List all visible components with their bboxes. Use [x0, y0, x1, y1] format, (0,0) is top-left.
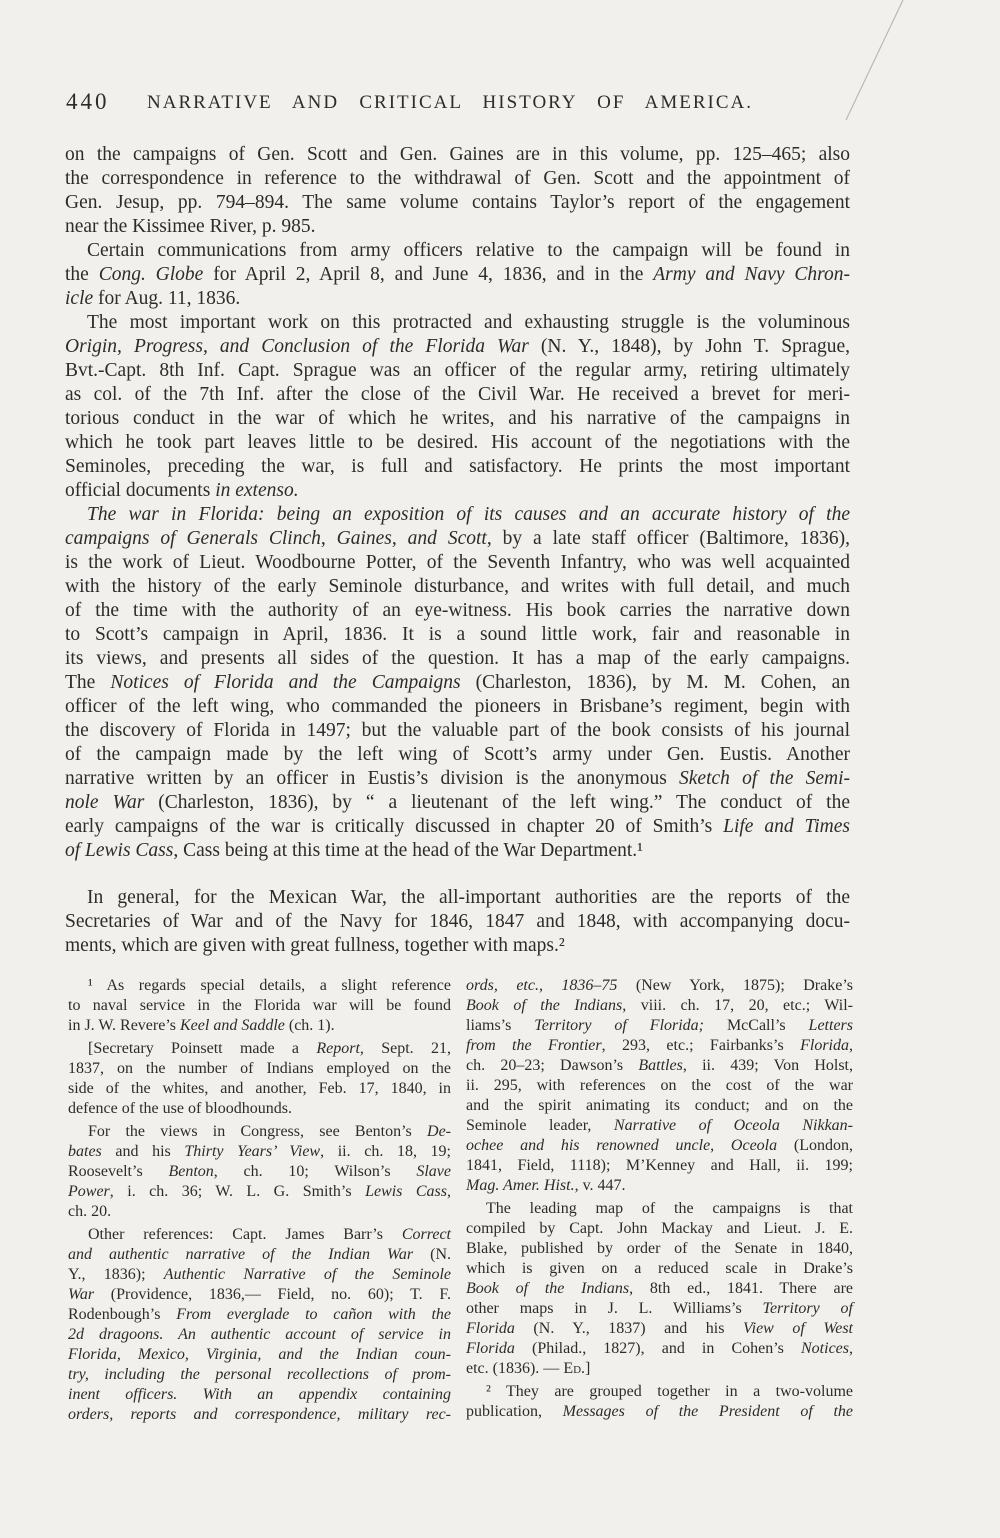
text-run: , viii. ch. 17, 20, etc.; Wil-	[622, 997, 854, 1014]
text-line	[65, 886, 850, 910]
text-run: the correspondence in reference to the withdrawal of Gen. Scott and the appointment of	[65, 168, 850, 189]
italic-text: War	[68, 1286, 95, 1303]
text-run: , 8th ed., 1841. There are	[629, 1280, 854, 1297]
italic-text: 2d dragoons. An authentic account of service in	[68, 1326, 451, 1343]
text-run: (N.	[413, 1246, 452, 1263]
text-line	[65, 407, 850, 431]
italic-text: bates	[68, 1143, 102, 1160]
text-line	[466, 1136, 853, 1156]
italic-text: De-	[427, 1123, 451, 1140]
text-line	[65, 623, 850, 647]
italic-text: Florida, Mexico, Virginia, and the Indian coun-	[68, 1346, 451, 1363]
italic-text: ords, etc., 1836–75	[466, 977, 618, 994]
italic-text: Florida	[466, 1320, 515, 1337]
text-run: , Cass being at this time at the head of the War Department.¹	[173, 840, 643, 861]
text-run: with the history of the early Seminole disturbance, and writes with full detail, and much	[65, 576, 850, 597]
text-run: (N. Y., 1848), by John T. Sprague,	[528, 336, 851, 357]
italic-text: icle	[65, 288, 94, 309]
paragraph	[68, 976, 451, 1036]
italic-text: Territory of	[762, 1300, 853, 1317]
text-run: publication,	[466, 1403, 563, 1420]
text-run: on the campaigns of Gen. Scott and Gen. Gaines are in this volume, pp. 125–465; also	[65, 144, 850, 165]
text-run: compiled by Capt. John Mackay and Lieut. J. E.	[466, 1220, 853, 1237]
italic-text: Army and Navy Chron-	[653, 264, 851, 285]
text-line	[68, 1122, 451, 1142]
text-line	[466, 1299, 853, 1319]
text-run: ,	[447, 1183, 451, 1200]
text-line	[466, 1382, 853, 1402]
italic-text: Notices of Florida and the Campaigns	[110, 672, 461, 693]
italic-text: The war in Florida: being an exposition of its causes and an accurate history of the	[87, 504, 850, 525]
text-line	[68, 1142, 451, 1162]
italic-text: Thirty Years’ View	[184, 1143, 321, 1160]
text-run: , ch. 10; Wilson’s	[213, 1163, 417, 1180]
text-line	[466, 1402, 853, 1422]
italic-text: of Lewis Cass	[65, 840, 174, 861]
paragraph	[68, 1225, 451, 1425]
italic-text: Mag. Amer. Hist.	[466, 1177, 575, 1194]
text-line	[466, 1239, 853, 1259]
text-run: (Providence, 1836,— Field, no. 60); T. F.	[94, 1286, 451, 1303]
text-run: etc. (1836). —	[466, 1360, 564, 1377]
text-run: defence of the use of bloodhounds.	[68, 1100, 292, 1117]
text-line	[68, 1385, 451, 1405]
page-number: 440	[66, 89, 110, 114]
italic-text: Origin, Progress, and Conclusion of the Florida War	[65, 336, 529, 357]
footnote-column-right	[466, 976, 853, 1422]
text-line	[466, 1199, 853, 1219]
italic-text: Florida	[466, 1340, 515, 1357]
text-line	[466, 1036, 853, 1056]
text-run: , Sept. 21,	[359, 1040, 452, 1057]
text-run: (Philad., 1827), and in Cohen’s	[514, 1340, 801, 1357]
text-line	[466, 1076, 853, 1096]
text-run: as col. of the 7th Inf. after the close of the Civil War. He received a brevet for meri-	[65, 384, 850, 405]
text-run: Roosevelt’s	[68, 1163, 169, 1180]
text-run: is the work of Lieut. Woodbourne Potter, of the Seventh Infantry, who was well acquainted	[65, 552, 850, 573]
text-run: to naval service in the Florida war will be found	[68, 997, 451, 1014]
text-line	[68, 1325, 451, 1345]
paragraph	[466, 976, 853, 1196]
text-line	[68, 1245, 451, 1265]
text-run: and his	[101, 1143, 185, 1160]
text-line	[466, 1016, 853, 1036]
text-run: Blake, published by order of the Senate in 1840,	[466, 1240, 853, 1257]
text-run: , i. ch. 36; W. L. G. Smith’s	[109, 1183, 366, 1200]
italic-text: Keel and Saddle	[180, 1017, 285, 1034]
text-run: (ch. 1).	[284, 1017, 335, 1034]
italic-text: in extenso.	[215, 480, 299, 501]
text-run: ]	[585, 1360, 591, 1377]
text-run: which is given on a reduced scale in Drake’s	[466, 1260, 853, 1277]
text-run: In general, for the Mexican War, the all-important authorities are the reports of the	[87, 887, 850, 908]
text-run: Other references: Capt. James Barr’s	[88, 1226, 402, 1243]
running-title: NARRATIVE AND CRITICAL HISTORY OF AMERICA.	[147, 92, 753, 113]
text-run: 1837, on the number of Indians employed on the	[68, 1060, 451, 1077]
text-run: side of the whites, and another, Feb. 17, 1840, in	[68, 1080, 451, 1097]
text-line	[68, 1305, 451, 1325]
text-line	[65, 383, 850, 407]
text-line	[65, 335, 850, 359]
paragraph	[466, 1382, 853, 1422]
text-line	[65, 671, 850, 695]
text-line	[466, 1259, 853, 1279]
text-line	[68, 1182, 451, 1202]
paragraph	[65, 239, 850, 311]
text-run: Gen. Jesup, pp. 794–894. The same volume contains Taylor’s report of the engagement	[65, 192, 850, 213]
italic-text: Lewis Cass	[365, 1183, 447, 1200]
paragraph	[65, 143, 850, 239]
text-run: its views, and presents all sides of the question. It has a map of the early campaigns.	[65, 648, 850, 669]
italic-text: Sketch of the Semi-	[679, 768, 850, 789]
text-line	[68, 976, 451, 996]
text-run: (London,	[777, 1137, 853, 1154]
text-run: which he took part leaves little to be desired. His account of the negotiations with the	[65, 432, 850, 453]
italic-text: Cong. Globe	[98, 264, 204, 285]
text-line	[68, 1345, 451, 1365]
italic-text: Battles	[638, 1057, 683, 1074]
text-line	[65, 503, 850, 527]
italic-text: from the Frontier	[466, 1037, 602, 1054]
text-run: (New York, 1875); Drake’s	[617, 977, 853, 994]
text-run: The most important work on this protracted and exhausting struggle is the voluminous	[87, 312, 850, 333]
text-run: ii. 295, with references on the cost of the war	[466, 1077, 853, 1094]
text-line	[68, 1265, 451, 1285]
text-line	[466, 996, 853, 1016]
italic-text: Power	[68, 1183, 110, 1200]
text-line	[68, 1039, 451, 1059]
text-run: and the spirit animating its conduct; and on the	[466, 1097, 853, 1114]
text-run: Bvt.-Capt. 8th Inf. Capt. Sprague was an officer of the regular army, retiring ultimately	[65, 360, 850, 381]
text-run: ¹ As regards special details, a slight reference	[88, 977, 451, 994]
text-line	[65, 791, 850, 815]
paragraph	[65, 311, 850, 503]
text-line	[68, 1059, 451, 1079]
text-run: officer of the left wing, who commanded the pioneers in Brisbane’s regiment, begin with	[65, 696, 850, 717]
text-run: 1841, Field, 1118); M’Kenney and Hall, ii. 199;	[466, 1157, 853, 1174]
italic-text: Notices	[801, 1340, 849, 1357]
text-run: near the Kissimee River, p. 985.	[65, 216, 316, 237]
text-run: Y., 1836);	[68, 1266, 164, 1283]
text-run: early campaigns of the war is critically discussed in chapter 20 of Smith’s	[65, 816, 724, 837]
text-run: liams’s	[466, 1017, 535, 1034]
text-line	[466, 1056, 853, 1076]
italic-text: Report	[316, 1040, 360, 1057]
italic-text: ochee and his renowned uncle, Oceola	[466, 1137, 778, 1154]
italic-text: Book of the Indians	[466, 997, 623, 1014]
text-line	[65, 575, 850, 599]
paragraph	[68, 1039, 451, 1119]
text-line	[466, 1339, 853, 1359]
italic-text: try, including the personal recollections of prom-	[68, 1366, 451, 1383]
text-line	[466, 1156, 853, 1176]
text-run: The	[65, 672, 111, 693]
text-line	[68, 1202, 451, 1222]
text-run: in J. W. Revere’s	[68, 1017, 180, 1034]
text-line	[65, 934, 850, 958]
text-run: to Scott’s campaign in April, 1836. It is a sound little work, fair and reasonable in	[65, 624, 850, 645]
text-line	[466, 1176, 853, 1196]
italic-text: Correct	[401, 1226, 451, 1243]
small-caps-text: Ed.	[563, 1360, 586, 1377]
text-line	[466, 1219, 853, 1239]
text-line	[68, 1099, 451, 1119]
text-line	[466, 1319, 853, 1339]
italic-text: Life and Times	[723, 816, 850, 837]
text-run: (N. Y., 1837) and his	[514, 1320, 744, 1337]
italic-text: Slave	[416, 1163, 451, 1180]
text-section	[65, 886, 850, 958]
text-line	[68, 1285, 451, 1305]
text-run: torious conduct in the war of which he writes, and his narrative of the campaigns in	[65, 408, 850, 429]
italic-text: Messages of the President of the	[562, 1403, 854, 1420]
text-line	[65, 910, 850, 934]
text-line	[65, 767, 850, 791]
text-run: official documents	[65, 480, 216, 501]
text-line	[68, 1225, 451, 1245]
text-line	[65, 527, 850, 551]
text-run: Seminoles, preceding the war, is full and satisfactory. He prints the most important	[65, 456, 850, 477]
text-line	[65, 215, 850, 239]
text-line	[466, 1359, 853, 1379]
italic-text: View of West	[743, 1320, 853, 1337]
italic-text: nole War	[65, 792, 145, 813]
text-line	[466, 976, 853, 996]
text-line	[65, 287, 850, 311]
text-run: McCall’s	[704, 1017, 809, 1034]
text-line	[65, 359, 850, 383]
italic-text: Narrative of Oceola Nikkan-	[613, 1117, 854, 1134]
text-line	[68, 1162, 451, 1182]
text-run: , 293, etc.; Fairbanks’s	[601, 1037, 801, 1054]
text-run: of the time with the authority of an eye-witness. His book carries the narrative down	[65, 600, 850, 621]
text-line	[68, 996, 451, 1016]
text-run: narrative written by an officer in Eustis’s division is the anonymous	[65, 768, 680, 789]
text-run: of the campaign made by the left wing of Scott’s army under Gen. Eustis. Another	[65, 744, 850, 765]
text-run: Seminole leader,	[466, 1117, 614, 1134]
text-line	[65, 743, 850, 767]
italic-text: and authentic narrative of the Indian War	[68, 1246, 414, 1263]
paragraph	[65, 886, 850, 958]
text-line	[68, 1016, 451, 1036]
text-line	[65, 695, 850, 719]
text-run: , ii. ch. 18, 19;	[320, 1143, 452, 1160]
text-run: ,	[849, 1037, 853, 1054]
text-line	[65, 143, 850, 167]
text-run: , by a late staff officer (Baltimore, 1836),	[486, 528, 851, 549]
italic-text: campaigns of Generals Clinch, Gaines, and Scott	[65, 528, 487, 549]
text-run: , ii. 439; Von Holst,	[682, 1057, 854, 1074]
text-run: the discovery of Florida in 1497; but the valuable part of the book consists of his journal	[65, 720, 850, 741]
italic-text: Authentic Narrative of the Seminole	[163, 1266, 452, 1283]
text-line	[65, 815, 850, 839]
text-line	[65, 647, 850, 671]
paragraph	[466, 1199, 853, 1379]
paragraph	[68, 1122, 451, 1222]
text-line	[65, 311, 850, 335]
italic-text: Book of the Indians	[466, 1280, 630, 1297]
text-section	[65, 143, 850, 863]
text-run: [Secretary Poinsett made a	[88, 1040, 317, 1057]
text-line	[68, 1405, 451, 1425]
text-run: , v. 447.	[574, 1177, 626, 1194]
text-line	[466, 1096, 853, 1116]
text-run: Rodenbough’s	[68, 1306, 177, 1323]
text-line	[466, 1279, 853, 1299]
text-run: The leading map of the campaigns is that	[486, 1200, 853, 1217]
text-line	[65, 479, 850, 503]
text-run: (Charleston, 1836), by M. M. Cohen, an	[460, 672, 851, 693]
text-line	[65, 719, 850, 743]
text-line	[65, 431, 850, 455]
text-line	[65, 239, 850, 263]
text-run: Secretaries of War and of the Navy for 1846, 1847 and 1848, with accompanying docu-	[65, 911, 850, 932]
text-run: for April 2, April 8, and June 4, 1836, and in the	[203, 264, 654, 285]
footnote-column-left	[68, 976, 451, 1425]
text-run: for Aug. 11, 1836.	[93, 288, 241, 309]
main-text	[65, 143, 850, 958]
text-line	[466, 1116, 853, 1136]
text-run: (Charleston, 1836), by “ a lieutenant of the left wing.” The conduct of the	[144, 792, 850, 813]
text-run: the	[65, 264, 99, 285]
italic-text: Benton	[168, 1163, 214, 1180]
text-run: For the views in Congress, see Benton’s	[88, 1123, 428, 1140]
italic-text: orders, reports and correspondence, military rec-	[68, 1406, 451, 1423]
italic-text: Florida	[800, 1037, 849, 1054]
italic-text: From everglade to cañon with the	[176, 1306, 451, 1323]
text-line	[68, 1365, 451, 1385]
text-line	[65, 191, 850, 215]
text-line	[65, 455, 850, 479]
text-run: Certain communications from army officers relative to the campaign will be found in	[87, 240, 850, 261]
text-line	[65, 263, 850, 287]
text-line	[68, 1079, 451, 1099]
italic-text: inent officers. With an appendix containing	[68, 1386, 451, 1403]
text-run: ments, which are given with great fullness, together with maps.²	[65, 935, 565, 956]
text-run: ch. 20–23; Dawson’s	[466, 1057, 639, 1074]
text-run: ² They are grouped together in a two-volume	[486, 1383, 853, 1400]
paragraph	[65, 503, 850, 863]
text-line	[65, 599, 850, 623]
italic-text: Letters	[808, 1017, 853, 1034]
italic-text: Territory of Florida;	[534, 1017, 705, 1034]
text-run: other maps in J. L. Williams’s	[466, 1300, 763, 1317]
text-line	[65, 551, 850, 575]
text-line	[65, 167, 850, 191]
text-run: ch. 20.	[68, 1203, 112, 1220]
text-run: ,	[849, 1340, 853, 1357]
text-line	[65, 839, 850, 863]
